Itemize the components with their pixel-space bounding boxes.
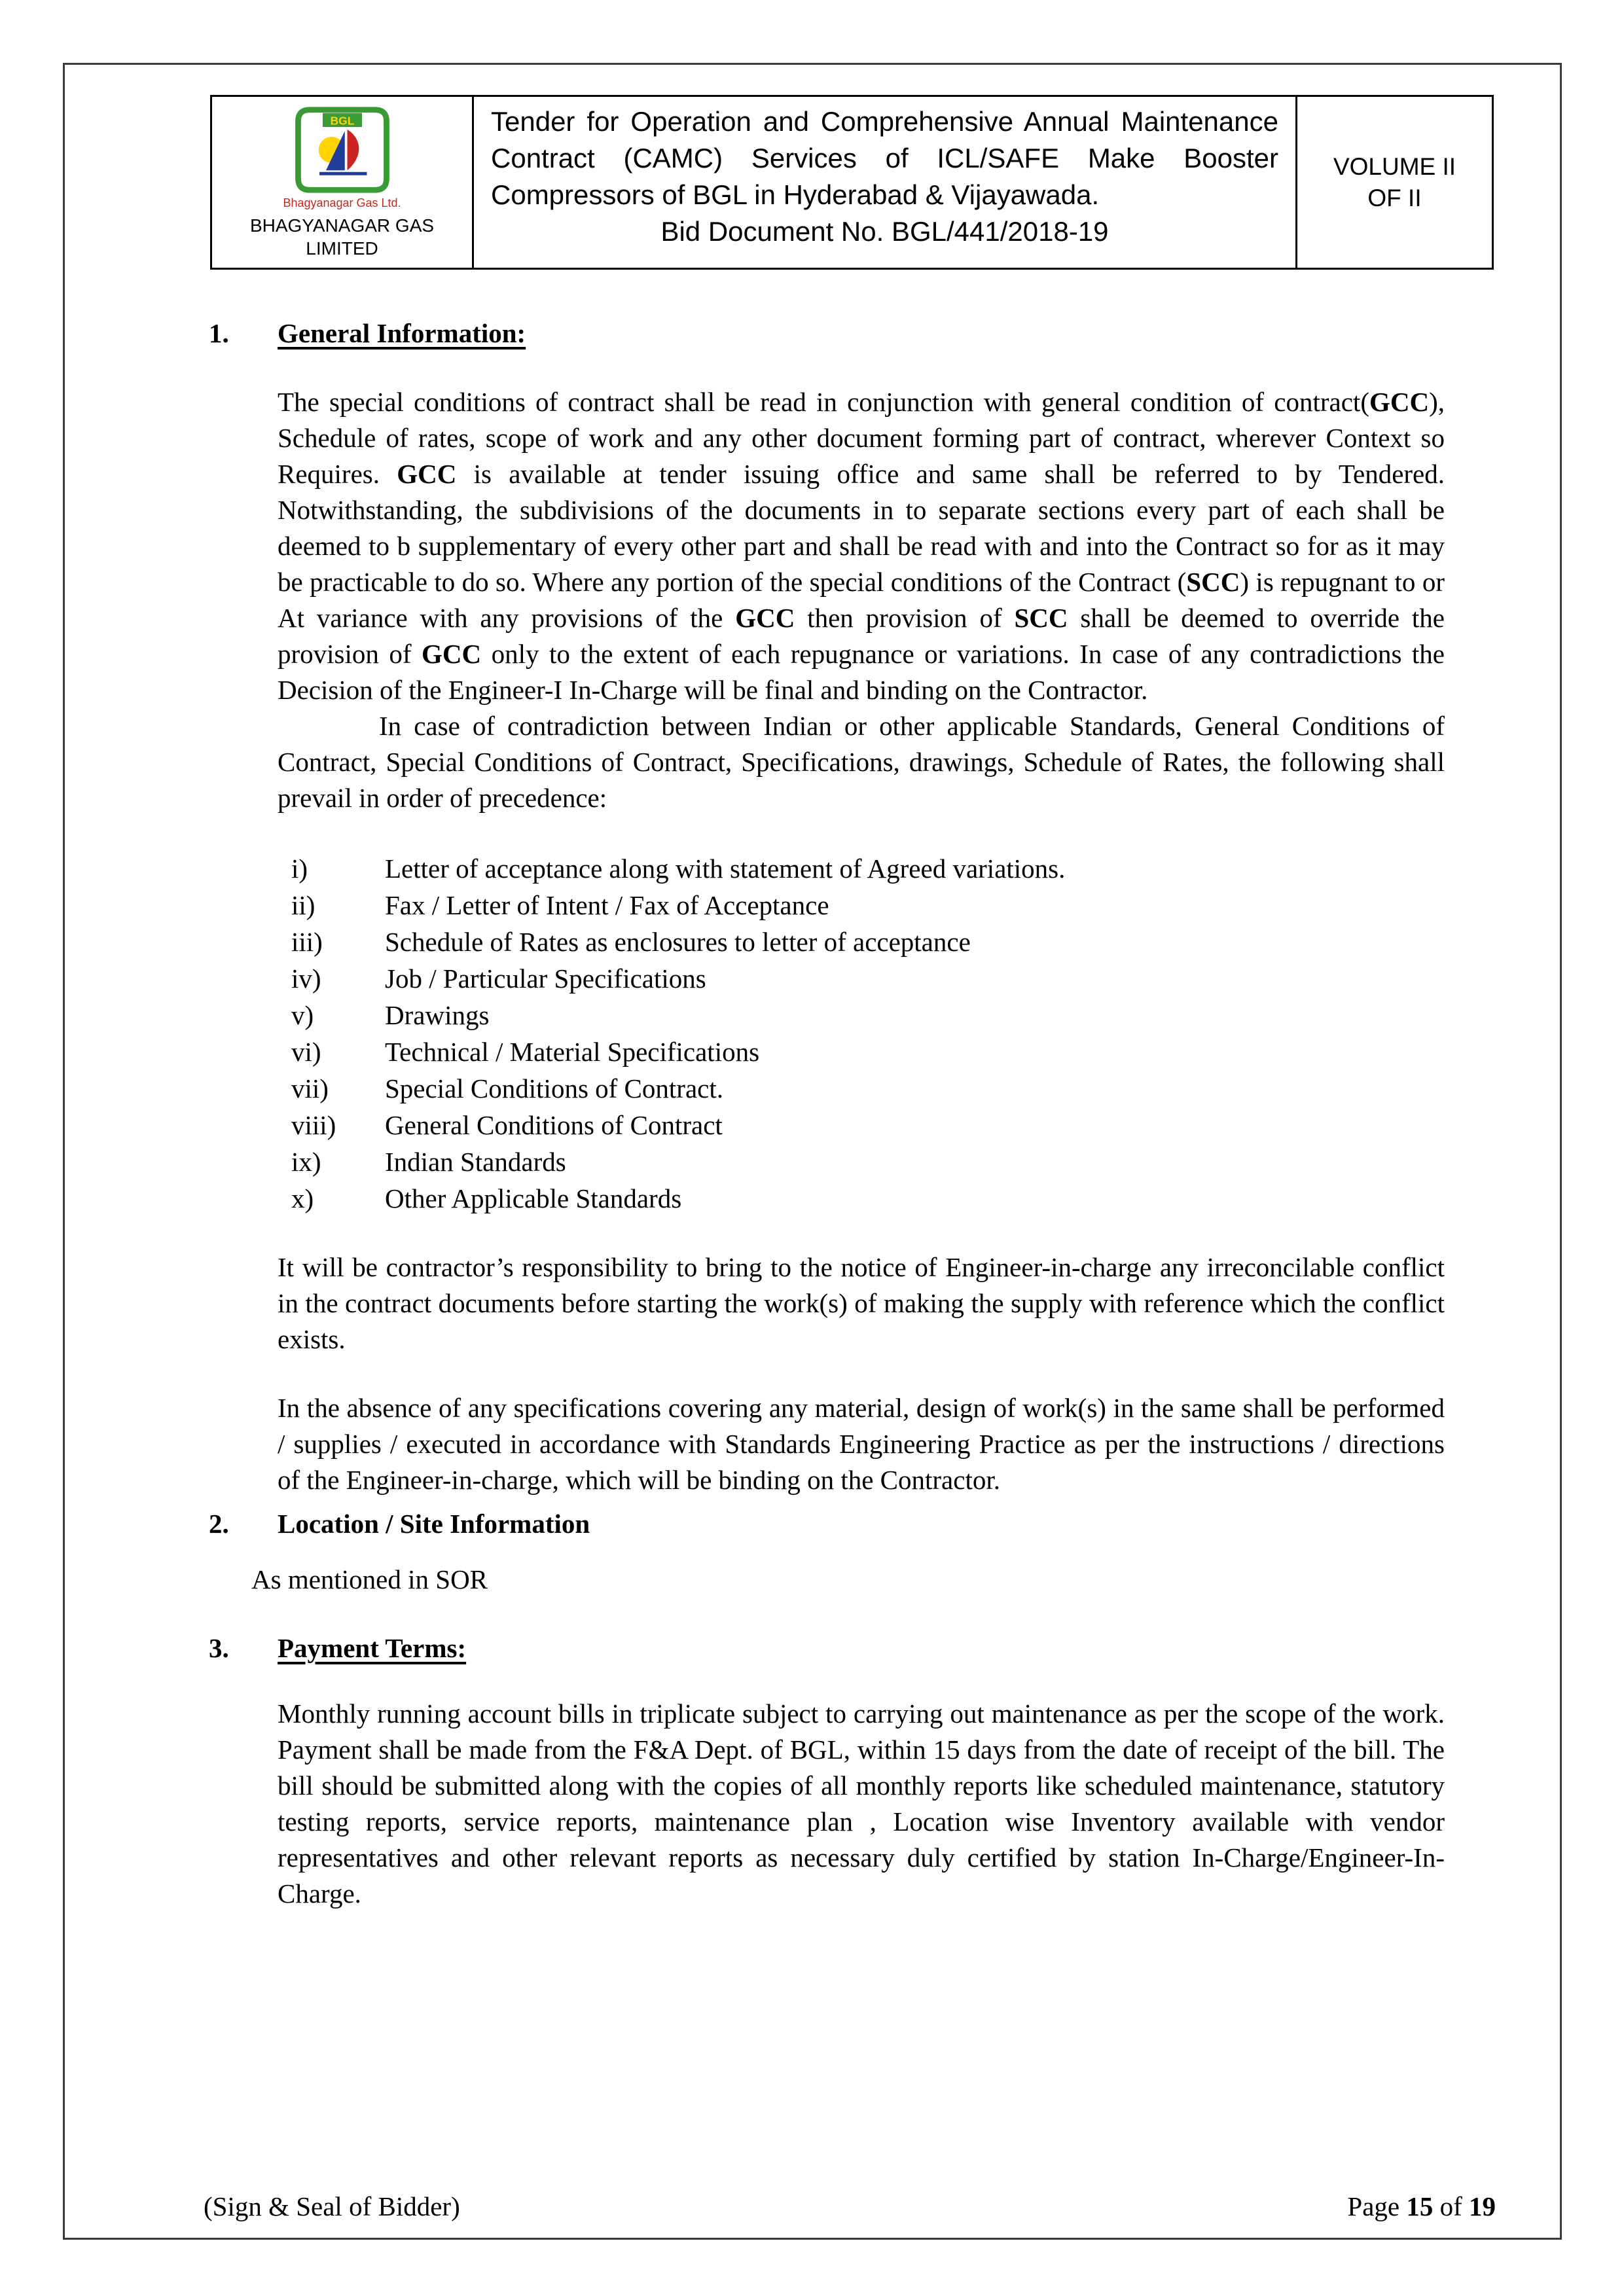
precedence-item-numeral: i) bbox=[291, 853, 308, 884]
precedence-list-item bbox=[278, 1070, 1445, 1107]
section-2-number: 2. bbox=[209, 1509, 229, 1539]
precedence-list-item bbox=[278, 960, 1445, 997]
absence-of-specifications-paragraph: In the absence of any specifications covering any material, design of work(s) in the same shall be performed / supplies / executed in accordance with Standards Engineering Practice as per the instructions / directions of the Engineer-in-charge, which will be binding on the Contractor. bbox=[278, 1393, 1445, 1495]
precedence-item-numeral: iii) bbox=[291, 927, 323, 957]
of-word: of bbox=[1439, 2191, 1462, 2221]
bid-document-number: Bid Document No. BGL/441/2018-19 bbox=[660, 216, 1109, 247]
section-3-title: Payment Terms: bbox=[278, 1633, 467, 1663]
section-3-number: 3. bbox=[209, 1633, 229, 1663]
page-indicator bbox=[1347, 2191, 1496, 2222]
bgl-logo-icon bbox=[293, 105, 391, 195]
precedence-item-numeral: vii) bbox=[291, 1073, 329, 1103]
page-border bbox=[63, 63, 1562, 2240]
precedence-list-item bbox=[278, 887, 1445, 924]
section-1-heading bbox=[209, 315, 1445, 351]
general-info-paragraph-1: The special conditions of contract shall be read in conjunction with general condition of contract(GCC), Schedule of rates, scope of work and any other document forming part of contract, wherever Context so Requires. GCC is available at tender issuing office and same shall be referred to by Tendered. Notwithstanding, the subdivisions of the documents in to separate sections every part of each shall be deemed to b supplementary of every other part and shall be read with and into the Contract so for as it may be practicable to do so. Where any portion of the special conditions of the Contract (SCC) is repugnant to or At variance with any provisions of the GCC then provision of SCC shall be deemed to override the provision of GCC only to the extent of each repugnance or variations. In case of any contradictions the Decision of the Engineer-I In-Charge will be final and binding on the Contractor. bbox=[278, 387, 1445, 705]
volume-cell bbox=[1297, 96, 1493, 269]
precedence-item-text: Indian Standards bbox=[385, 1147, 566, 1177]
precedence-item-text: Schedule of Rates as enclosures to letter of acceptance bbox=[385, 927, 971, 957]
logo-subtext: Bhagyanagar Gas Ltd. bbox=[283, 196, 401, 209]
precedence-item-text: Letter of acceptance along with statement of Agreed variations. bbox=[385, 853, 1066, 884]
precedence-item-numeral: v) bbox=[291, 1000, 314, 1030]
page-footer bbox=[65, 2191, 1560, 2222]
contractor-responsibility-paragraph: It will be contractor’s responsibility to bring to the notice of Engineer-in-charge any irreconcilable conflict in the contract documents before starting the work(s) of making the supply with reference which the conflict exists. bbox=[278, 1252, 1445, 1354]
section-1-number: 1. bbox=[209, 318, 229, 348]
precedence-item-text: Other Applicable Standards bbox=[385, 1183, 682, 1213]
precedence-list-item bbox=[278, 1033, 1445, 1070]
org-name: BHAGYANAGAR GAS LIMITED bbox=[249, 215, 435, 259]
section-1-title: General Information: bbox=[278, 318, 526, 348]
precedence-item-text: General Conditions of Contract bbox=[385, 1110, 723, 1140]
precedence-item-numeral: ii) bbox=[291, 890, 316, 920]
header-table bbox=[210, 95, 1494, 270]
title-cell bbox=[473, 96, 1297, 269]
precedence-list-item bbox=[278, 1180, 1445, 1217]
precedence-item-text: Drawings bbox=[385, 1000, 490, 1030]
general-info-paragraph-2: In case of contradiction between Indian or other applicable Standards, General Conditions of Contract, Special Conditions of Contract, Specifications, drawings, Schedule of Rates, the following shall prevail in order of precedence: bbox=[278, 711, 1445, 813]
precedence-item-numeral: x) bbox=[291, 1183, 314, 1213]
precedence-list-item bbox=[278, 1107, 1445, 1143]
page-total: 19 bbox=[1469, 2191, 1496, 2221]
precedence-list-item bbox=[278, 1143, 1445, 1180]
payment-terms-paragraph: Monthly running account bills in triplicate subject to carrying out maintenance as per the scope of the work. Payment shall be made from the F&A Dept. of BGL, within 15 days from the date of receipt of the bill. The bill should be submitted along with the copies of all monthly reports like scheduled maintenance, statutory testing reports, service reports, maintenance plan , Location wise Inventory available with vendor representatives and other relevant reports as necessary duly certified by station In-Charge/Engineer-In-Charge. bbox=[278, 1698, 1445, 1909]
precedence-item-text: Fax / Letter of Intent / Fax of Acceptance bbox=[385, 890, 829, 920]
document-body bbox=[65, 315, 1560, 1912]
section-2-title: Location / Site Information bbox=[278, 1509, 590, 1539]
precedence-item-numeral: ix) bbox=[291, 1147, 321, 1177]
tender-title: Tender for Operation and Comprehensive Annual Maintenance Contract (CAMC) Services of ICL/SAFE Make Booster Compressors of BGL in Hyderabad & Vijayawada. bbox=[491, 106, 1278, 210]
precedence-item-text: Special Conditions of Contract. bbox=[385, 1073, 723, 1103]
section-2-heading bbox=[209, 1506, 1445, 1542]
precedence-item-numeral: vi) bbox=[291, 1037, 321, 1067]
page-number: 15 bbox=[1406, 2191, 1434, 2221]
svg-text:BGL: BGL bbox=[330, 114, 354, 128]
precedence-item-text: Technical / Material Specifications bbox=[385, 1037, 760, 1067]
precedence-list bbox=[278, 850, 1445, 1217]
section-3-heading bbox=[209, 1630, 1445, 1666]
precedence-item-numeral: iv) bbox=[291, 963, 321, 994]
sign-seal-note: (Sign & Seal of Bidder) bbox=[204, 2191, 460, 2221]
precedence-list-item bbox=[278, 997, 1445, 1033]
volume-line-2: OF II bbox=[1367, 184, 1422, 211]
precedence-item-numeral: viii) bbox=[291, 1110, 336, 1140]
precedence-list-item bbox=[278, 850, 1445, 887]
page-word: Page bbox=[1347, 2191, 1400, 2221]
logo-cell bbox=[211, 96, 473, 269]
location-site-info-text: As mentioned in SOR bbox=[251, 1564, 488, 1594]
volume-line-1: VOLUME II bbox=[1333, 152, 1456, 180]
precedence-list-item bbox=[278, 924, 1445, 960]
precedence-item-text: Job / Particular Specifications bbox=[385, 963, 706, 994]
